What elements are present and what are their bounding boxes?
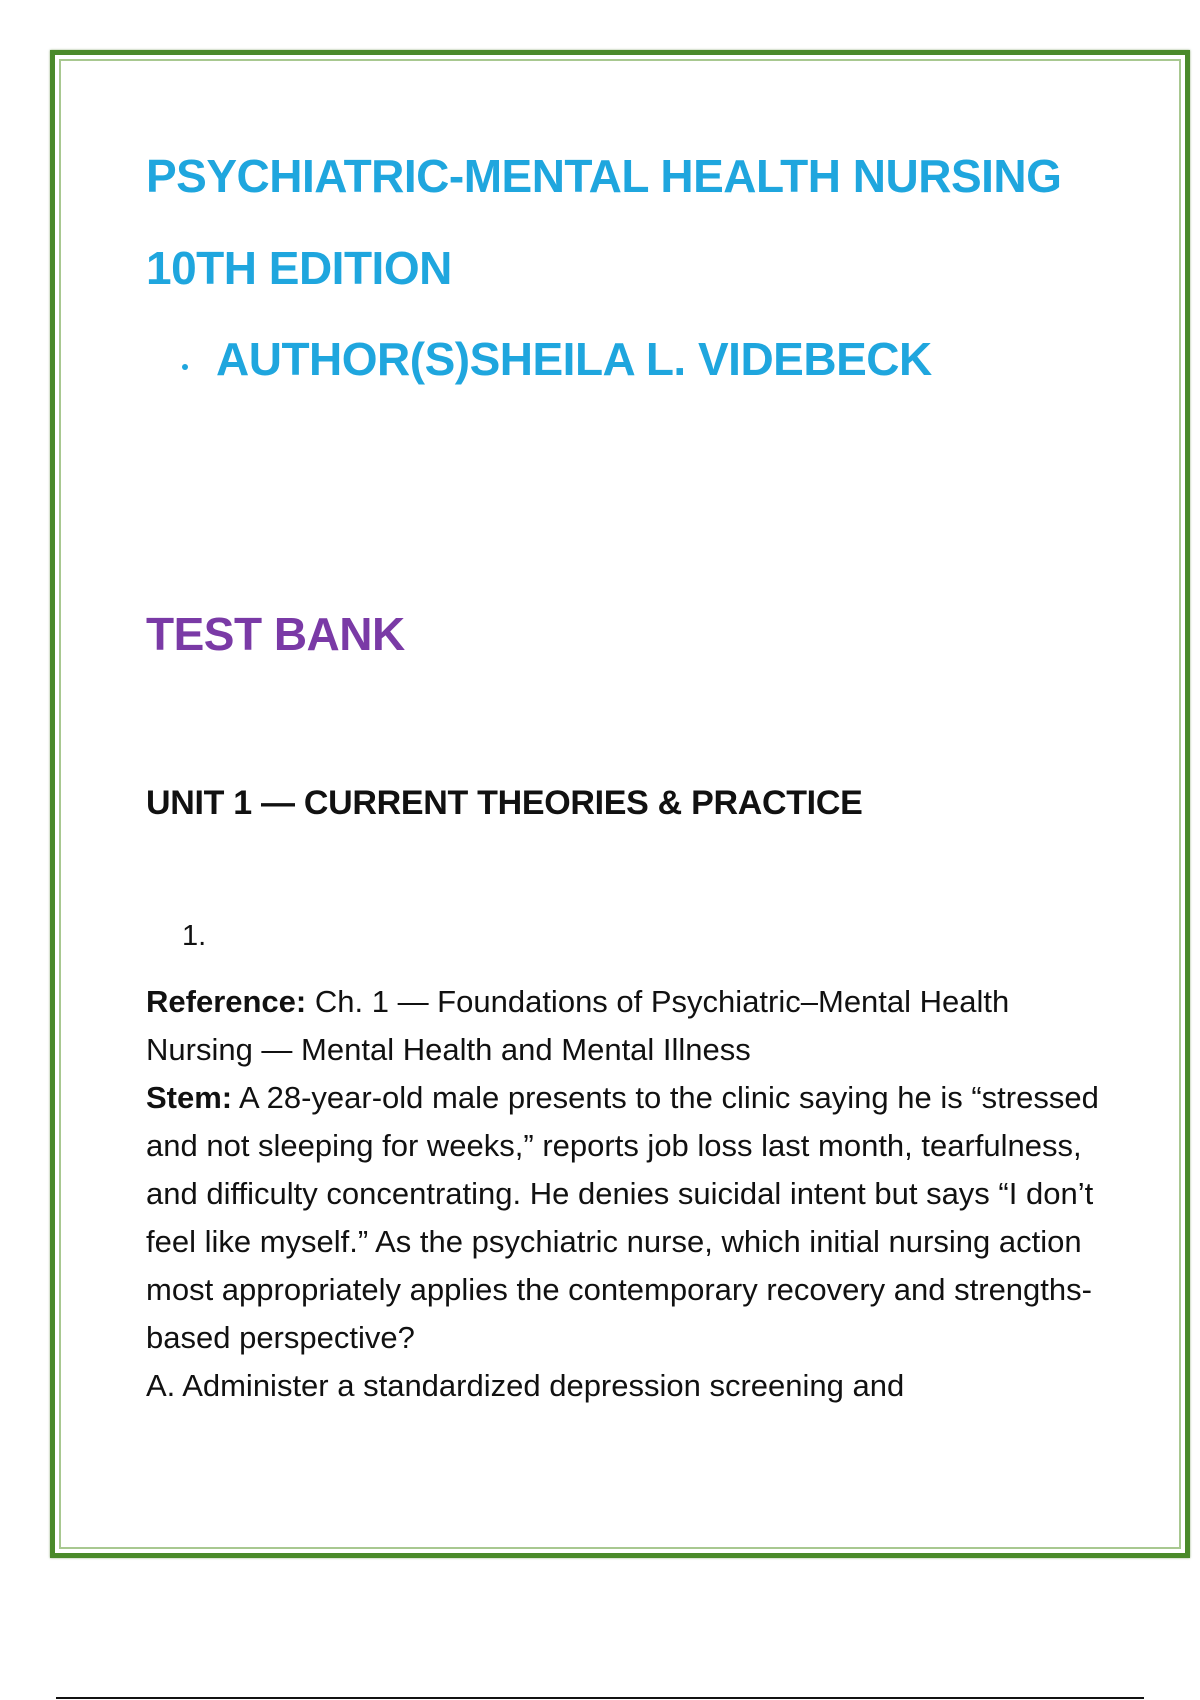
stem-text: A 28-year-old male presents to the clinic saying he is “stressed and not sleeping for weeks,” reports job loss last month, tearfulness, and difficulty concentrating. He denies suicidal intent but says “I don’t feel like myself.” As the psychiatric nurse, which initial nursing action most appropriately applies the contemporary recovery and strengths-based perspective? bbox=[146, 1080, 1099, 1355]
answer-option-a: A. Administer a standardized depression screening and bbox=[146, 1368, 905, 1403]
reference-text: Ch. 1 — Foundations of Psychiatric–Mental Health Nursing — Mental Health and Mental Illness bbox=[146, 984, 1010, 1067]
question-stem bbox=[146, 1074, 1106, 1362]
reference-label: Reference: bbox=[146, 984, 307, 1019]
book-author: AUTHOR(S)SHEILA L. VIDEBECK bbox=[216, 333, 932, 385]
question-number: 1. bbox=[182, 920, 207, 952]
stem-label: Stem: bbox=[146, 1080, 233, 1115]
book-title: PSYCHIATRIC-MENTAL HEALTH NURSING bbox=[146, 150, 1062, 202]
footer-divider bbox=[56, 1697, 1144, 1699]
unit-heading: UNIT 1 — CURRENT THEORIES & PRACTICE bbox=[146, 784, 863, 822]
question-reference bbox=[146, 978, 1106, 1074]
author-row bbox=[182, 331, 932, 387]
test-bank-heading: TEST BANK bbox=[146, 608, 405, 660]
question-body bbox=[146, 978, 1106, 1410]
book-edition: 10TH EDITION bbox=[146, 242, 452, 294]
bullet-icon bbox=[182, 364, 188, 370]
